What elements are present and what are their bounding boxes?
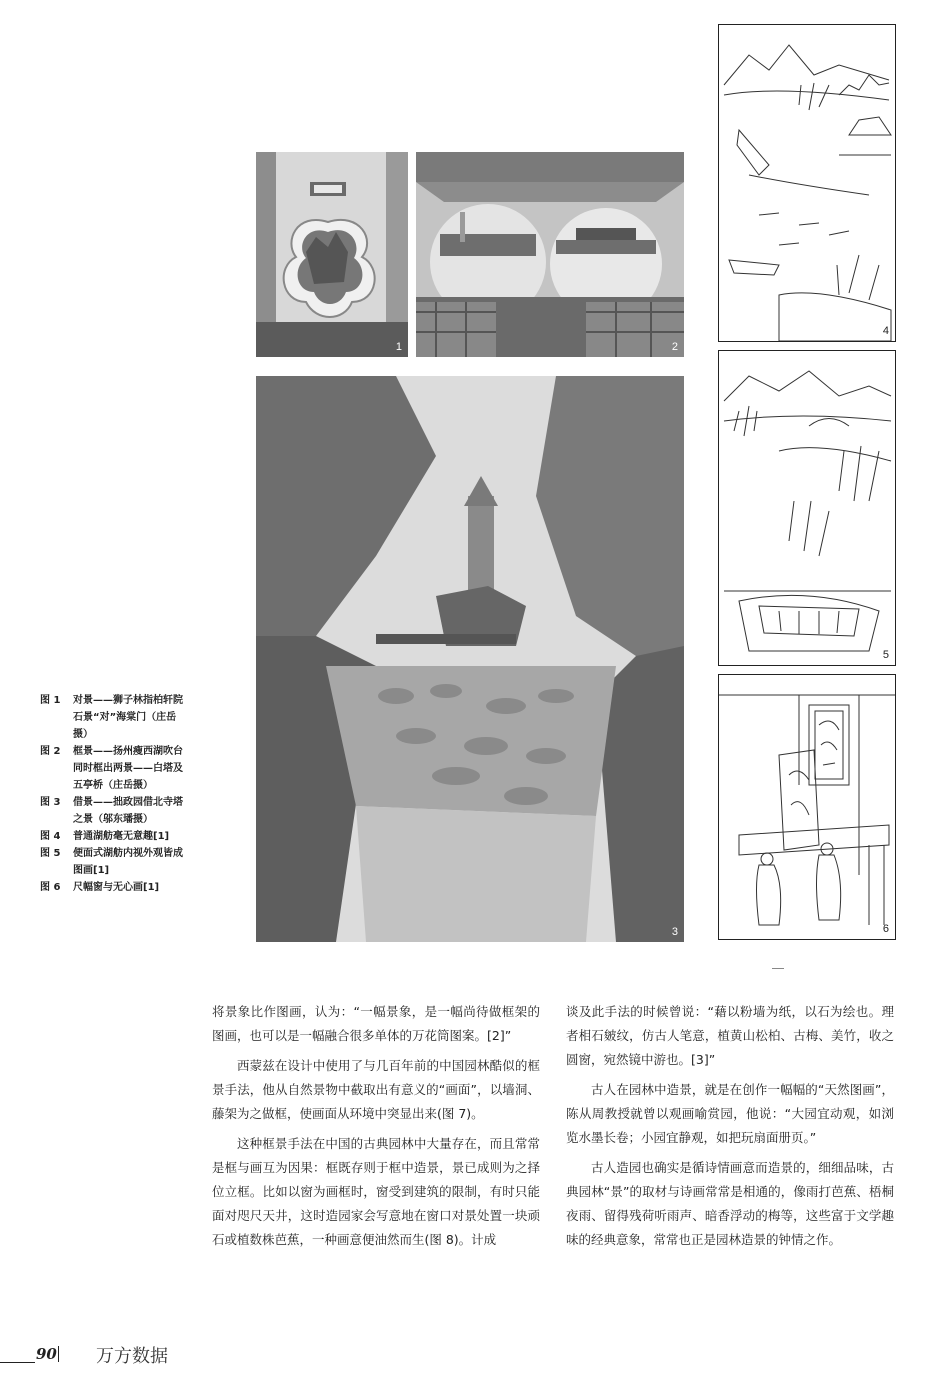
body-paragraph: 古人造园也确实是循诗情画意而造景的，细细品味，古典园林“景”的取材与诗画常常是相通的，像雨打芭蕉、梧桐夜雨、留得残荷听雨声、暗香浮动的梅等，这些富于文学趣味的经典意象，常常也正是园林造景的钟情之作。 xyxy=(566,1160,894,1247)
caption-item xyxy=(40,845,190,879)
body-column-left xyxy=(212,1000,540,1258)
stray-mark xyxy=(772,968,784,969)
figure-6-drawing xyxy=(718,674,896,940)
body-paragraph: 将景象比作图画，认为：“一幅景象，是一幅尚待做框架的图画，也可以是一幅融合很多单体的万花筒图案。[2]” xyxy=(212,1004,540,1043)
page-number: 90 xyxy=(36,1345,57,1363)
source-watermark: 万方数据 xyxy=(96,1346,168,1367)
figure-1-photo xyxy=(256,152,408,357)
caption-text: 框景——扬州瘦西湖吹台同时框出两景——白塔及五亭桥（庄岳摄） xyxy=(73,746,183,791)
figure-2-photo xyxy=(416,152,684,357)
page-footer xyxy=(0,1340,300,1370)
caption-text: 便面式湖舫内视外观皆成图画[1] xyxy=(73,848,183,876)
caption-label: 图 5 xyxy=(40,848,61,859)
footer-rule xyxy=(0,1362,35,1363)
caption-item xyxy=(40,743,190,794)
caption-text: 尺幅窗与无心画[1] xyxy=(73,882,160,893)
body-paragraph: 这种框景手法在中国的古典园林中大量存在，而且常常是框与画互为因果：框既存则于框中造景，景已成则为之择位立框。比如以窗为画框时，窗受到建筑的限制，有时只能面对咫尺天井，这时造园家会写意地在窗口对景处置一块顽石或植数株芭蕉，一种画意便油然而生(图 8)。计成 xyxy=(212,1136,540,1247)
caption-item xyxy=(40,794,190,828)
caption-label: 图 1 xyxy=(40,695,61,706)
caption-text: 对景——狮子林指柏轩院石景“对”海棠门（庄岳摄） xyxy=(73,695,183,740)
caption-text: 普通湖舫毫无意趣[1] xyxy=(73,831,170,842)
caption-label: 图 3 xyxy=(40,797,61,808)
caption-label: 图 6 xyxy=(40,882,61,893)
figure-number: 5 xyxy=(882,649,889,661)
figure-3-photo xyxy=(256,376,684,942)
caption-label: 图 4 xyxy=(40,831,61,842)
figure-4-drawing xyxy=(718,24,896,342)
caption-text: 借景——拙政园借北寺塔之景（邬东璠摄） xyxy=(73,797,183,825)
body-paragraph: 古人在园林中造景，就是在创作一幅幅的“天然图画”，陈从周教授就曾以观画喻赏园，他说：“大园宜动观，如浏览水墨长卷；小园宜静观，如把玩扇面册页。” xyxy=(566,1082,894,1145)
footer-divider xyxy=(58,1346,59,1362)
caption-item xyxy=(40,828,190,845)
caption-item xyxy=(40,879,190,896)
body-paragraph: 西蒙兹在设计中使用了与几百年前的中国园林酷似的框景手法，他从自然景物中截取出有意义的“画面”，以墙洞、藤架为之做框，使画面从环境中突显出来(图 7)。 xyxy=(212,1058,540,1121)
figure-number: 2 xyxy=(671,341,678,353)
caption-label: 图 2 xyxy=(40,746,61,757)
body-column-right xyxy=(566,1000,894,1258)
figure-number: 4 xyxy=(882,325,889,337)
body-paragraph: 谈及此手法的时候曾说：“藉以粉墙为纸，以石为绘也。理者相石皴纹，仿古人笔意，植黄山松柏、古梅、美竹，收之圆窗，宛然镜中游也。[3]” xyxy=(566,1004,894,1067)
caption-item xyxy=(40,692,190,743)
figure-5-drawing xyxy=(718,350,896,666)
figure-number: 1 xyxy=(395,341,402,353)
figure-number: 3 xyxy=(671,926,678,938)
figure-number: 6 xyxy=(882,923,889,935)
figure-captions xyxy=(40,692,190,896)
